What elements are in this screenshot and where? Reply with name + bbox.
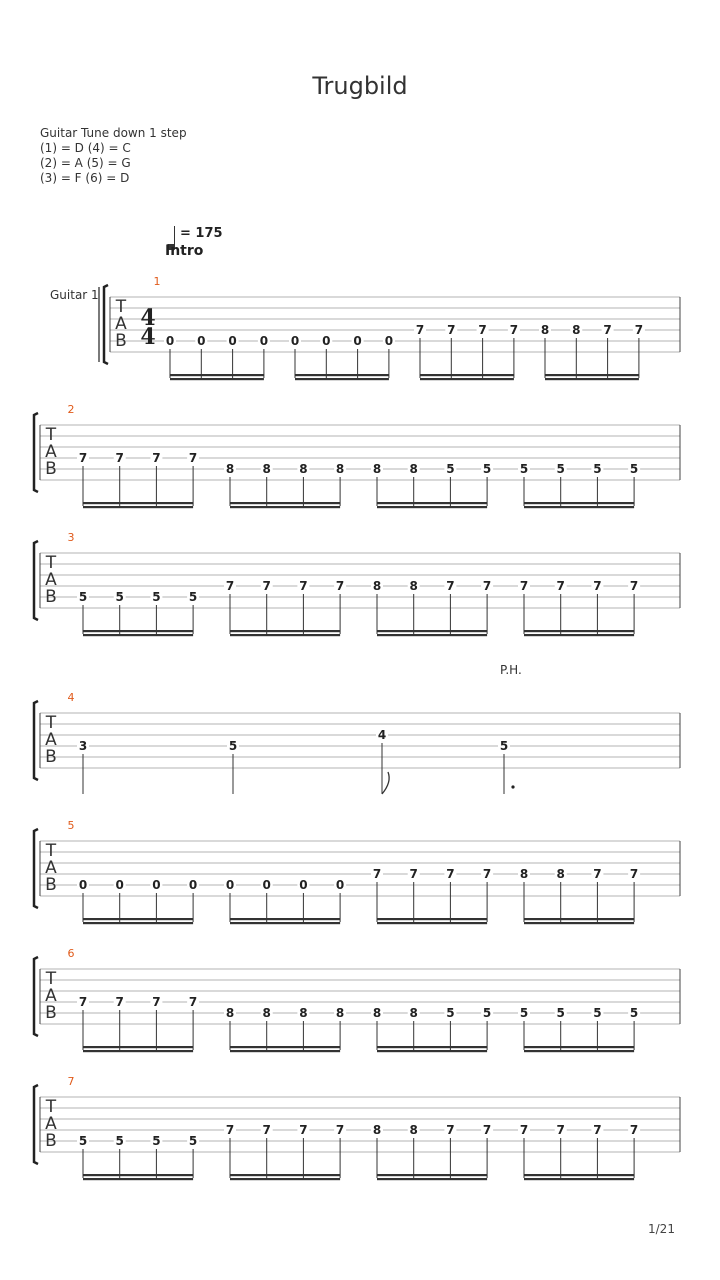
beam (545, 378, 639, 380)
fret-number: 0 (197, 334, 206, 348)
fret-number: 8 (519, 867, 529, 881)
measure-number: 2 (67, 403, 75, 416)
beam (377, 1046, 487, 1048)
fret-number: 5 (446, 462, 455, 476)
fret-number: 5 (519, 462, 529, 476)
tab-clef-letter: T (45, 841, 57, 861)
fret-number: 0 (152, 878, 161, 892)
beam (83, 1046, 193, 1048)
beam (230, 630, 340, 632)
beam (420, 374, 514, 376)
beam (377, 922, 487, 924)
fret-number: 8 (409, 1006, 418, 1020)
fret-number: 7 (299, 1123, 308, 1137)
fret-number: 0 (188, 878, 198, 892)
beam (377, 506, 487, 508)
tuning-header: Guitar Tune down 1 step (40, 126, 187, 140)
fret-number: 0 (115, 878, 124, 892)
fret-number: 7 (519, 1123, 529, 1137)
fret-number: 5 (446, 1006, 455, 1020)
beam (230, 1174, 340, 1176)
fret-number: 0 (262, 878, 271, 892)
fret-number: 5 (188, 590, 198, 604)
fret-number: 0 (299, 878, 308, 892)
fret-number: 7 (593, 579, 602, 593)
fret-number: 7 (78, 451, 88, 465)
fret-number: 5 (593, 1006, 602, 1020)
beam (83, 1174, 193, 1176)
fret-number: 7 (152, 451, 161, 465)
fret-number: 7 (335, 579, 345, 593)
fret-number: 8 (225, 462, 235, 476)
tab-clef-letter: B (45, 747, 57, 767)
fret-number: 7 (593, 867, 602, 881)
tempo-value: = 175 (180, 226, 223, 241)
fret-number: 5 (556, 1006, 565, 1020)
fret-number: 7 (629, 867, 639, 881)
beam (230, 502, 340, 504)
fret-number: 5 (482, 1006, 492, 1020)
fret-number: 5 (78, 590, 88, 604)
fret-number: 7 (478, 323, 487, 337)
fret-number: 5 (629, 462, 639, 476)
fret-number: 7 (447, 323, 456, 337)
beam (524, 1046, 634, 1048)
tab-clef-letter: A (45, 858, 57, 878)
fret-number: 5 (593, 462, 602, 476)
fret-number: 7 (335, 1123, 345, 1137)
tab-clef-letter: B (115, 331, 127, 351)
fret-number: 3 (78, 739, 88, 753)
fret-number: 7 (629, 579, 639, 593)
beam (524, 502, 634, 504)
fret-number: 8 (225, 1006, 235, 1020)
fret-number: 7 (115, 995, 124, 1009)
time-signature-top: 4 (140, 305, 156, 331)
tab-clef-letter: A (45, 442, 57, 462)
beam (377, 502, 487, 504)
fret-number: 7 (188, 995, 198, 1009)
fret-number: 7 (225, 1123, 235, 1137)
fret-number: 5 (482, 462, 492, 476)
fret-number: 8 (372, 462, 382, 476)
system-bracket (34, 957, 38, 1036)
beam (420, 378, 514, 380)
system-bracket (104, 285, 108, 364)
fret-number: 7 (262, 1123, 271, 1137)
fret-number: 8 (409, 462, 418, 476)
fret-number: 0 (165, 334, 175, 348)
measure-number: 7 (67, 1075, 75, 1088)
beam (170, 378, 264, 380)
beam (377, 634, 487, 636)
rhythm-dot (511, 785, 514, 788)
tab-clef-letter: T (45, 969, 57, 989)
tuning-line: (1) = D (4) = C (40, 141, 131, 155)
beam (524, 1178, 634, 1180)
system-bracket (34, 413, 38, 492)
fret-number: 5 (519, 1006, 529, 1020)
tab-clef-letter: A (45, 986, 57, 1006)
beam (377, 1050, 487, 1052)
fret-number: 7 (446, 1123, 455, 1137)
tab-clef-letter: B (45, 1003, 57, 1023)
tab-clef-letter: B (45, 587, 57, 607)
beam (524, 634, 634, 636)
fret-number: 8 (372, 1006, 382, 1020)
beam (545, 374, 639, 376)
fret-number: 7 (556, 579, 565, 593)
beam (230, 918, 340, 920)
fret-number: 5 (78, 1134, 88, 1148)
fret-number: 8 (409, 1123, 418, 1137)
fret-number: 4 (377, 728, 387, 742)
beam (524, 630, 634, 632)
instrument-label: Guitar 1 (50, 288, 99, 302)
fret-number: 8 (299, 1006, 308, 1020)
beam (377, 918, 487, 920)
fret-number: 8 (540, 323, 550, 337)
beam (83, 1178, 193, 1180)
fret-number: 7 (299, 579, 308, 593)
beam (83, 630, 193, 632)
beam (83, 634, 193, 636)
fret-number: 8 (556, 867, 565, 881)
measure-number: 6 (67, 947, 75, 960)
fret-number: 7 (482, 579, 492, 593)
fret-number: 7 (446, 579, 455, 593)
fret-number: 5 (499, 739, 509, 753)
tab-clef-letter: A (45, 570, 57, 590)
tab-clef-letter: T (45, 425, 57, 445)
beam (377, 1174, 487, 1176)
fret-number: 5 (152, 590, 161, 604)
fret-number: 8 (572, 323, 581, 337)
measure-number: 1 (153, 275, 161, 288)
fret-number: 8 (335, 1006, 345, 1020)
fret-number: 8 (372, 1123, 382, 1137)
tab-clef-letter: T (45, 713, 57, 733)
fret-number: 5 (115, 1134, 124, 1148)
tab-clef-letter: A (115, 314, 127, 334)
beam (170, 374, 264, 376)
fret-number: 8 (372, 579, 382, 593)
beam (83, 502, 193, 504)
fret-number: 7 (188, 451, 198, 465)
beam (524, 918, 634, 920)
fret-number: 7 (629, 1123, 639, 1137)
fret-number: 0 (384, 334, 394, 348)
tab-clef-letter: T (115, 297, 127, 317)
tab-clef-letter: A (45, 1114, 57, 1134)
beam (230, 1046, 340, 1048)
tuning-line: (2) = A (5) = G (40, 156, 131, 170)
fret-number: 5 (228, 739, 238, 753)
fret-number: 5 (629, 1006, 639, 1020)
fret-number: 7 (225, 579, 235, 593)
fret-number: 7 (372, 867, 382, 881)
beam (295, 374, 389, 376)
fret-number: 0 (322, 334, 331, 348)
fret-number: 5 (115, 590, 124, 604)
fret-number: 7 (556, 1123, 565, 1137)
beam (524, 506, 634, 508)
fret-number: 7 (519, 579, 529, 593)
beam (377, 630, 487, 632)
tab-clef-letter: T (45, 1097, 57, 1117)
fret-number: 8 (299, 462, 308, 476)
beam (230, 1050, 340, 1052)
note-flag (382, 772, 389, 794)
tab-clef-letter: B (45, 459, 57, 479)
fret-number: 5 (188, 1134, 198, 1148)
song-title: Trugbild (312, 72, 408, 100)
beam (83, 1050, 193, 1052)
fret-number: 0 (259, 334, 269, 348)
fret-number: 7 (634, 323, 644, 337)
fret-number: 0 (290, 334, 300, 348)
fret-number: 7 (593, 1123, 602, 1137)
fret-number: 7 (603, 323, 612, 337)
fret-number: 7 (78, 995, 88, 1009)
fret-number: 0 (225, 878, 235, 892)
fret-number: 5 (556, 462, 565, 476)
fret-number: 7 (152, 995, 161, 1009)
beam (230, 634, 340, 636)
pinch-harmonic-label: P.H. (500, 663, 522, 677)
beam (230, 1178, 340, 1180)
beam (524, 1174, 634, 1176)
fret-number: 0 (78, 878, 88, 892)
page-number: 1/21 (648, 1222, 675, 1236)
fret-number: 7 (446, 867, 455, 881)
fret-number: 7 (409, 867, 418, 881)
measure-number: 3 (67, 531, 75, 544)
fret-number: 7 (262, 579, 271, 593)
tab-clef-letter: B (45, 875, 57, 895)
tuning-line: (3) = F (6) = D (40, 171, 130, 185)
tab-clef-letter: T (45, 553, 57, 573)
tab-clef-letter: A (45, 730, 57, 750)
time-signature-bottom: 4 (140, 324, 156, 350)
fret-number: 7 (509, 323, 519, 337)
fret-number: 7 (415, 323, 425, 337)
fret-number: 8 (262, 1006, 271, 1020)
system-bracket (34, 829, 38, 908)
fret-number: 8 (335, 462, 345, 476)
beam (524, 922, 634, 924)
beam (524, 1050, 634, 1052)
fret-number: 7 (115, 451, 124, 465)
fret-number: 5 (152, 1134, 161, 1148)
fret-number: 7 (482, 867, 492, 881)
tab-clef-letter: B (45, 1131, 57, 1151)
system-bracket (34, 701, 38, 780)
beam (377, 1178, 487, 1180)
measure-number: 4 (67, 691, 75, 704)
measure-number: 5 (67, 819, 75, 832)
beam (230, 922, 340, 924)
fret-number: 0 (353, 334, 362, 348)
beam (295, 378, 389, 380)
fret-number: 8 (409, 579, 418, 593)
system-bracket (34, 1085, 38, 1164)
beam (83, 506, 193, 508)
fret-number: 8 (262, 462, 271, 476)
fret-number: 0 (335, 878, 345, 892)
section-label: Intro (165, 243, 204, 259)
system-bracket (34, 541, 38, 620)
beam (83, 918, 193, 920)
beam (83, 922, 193, 924)
beam (230, 506, 340, 508)
fret-number: 0 (228, 334, 237, 348)
fret-number: 7 (482, 1123, 492, 1137)
